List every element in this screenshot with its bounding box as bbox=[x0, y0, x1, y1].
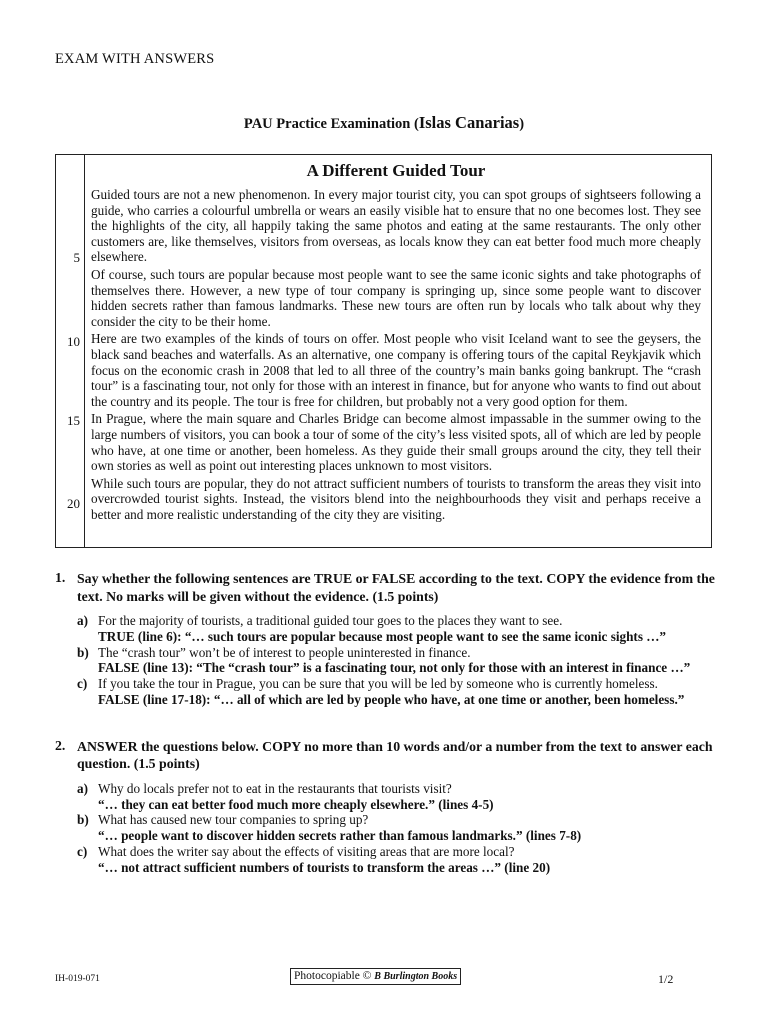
question-number: 1. bbox=[55, 570, 66, 585]
reading-text-box bbox=[55, 154, 712, 548]
question-item bbox=[77, 781, 715, 813]
item-answer: FALSE (line 13): “The “crash tour” is a fascinating tour, not only for those with an interest in finance …” bbox=[98, 660, 691, 676]
item-answer: “… not attract sufficient numbers of tourists to transform the areas …” (line 20) bbox=[98, 859, 551, 875]
item-answer: “… they can eat better food much more cheaply elsewhere.” (lines 4-5) bbox=[98, 796, 494, 812]
item-label: a) bbox=[77, 613, 88, 628]
publisher-logo: B Burlington Books bbox=[374, 971, 458, 982]
item-text: What does the writer say about the effects of visiting areas that are more local? bbox=[98, 843, 515, 859]
question-title: ANSWER the questions below. COPY no more than 10 words and/or a number from the text to answer each question. (1.5 points) bbox=[77, 738, 713, 772]
question-item bbox=[77, 645, 715, 677]
subtitle-close: ) bbox=[519, 116, 525, 132]
article-paragraph: Guided tours are not a new phenomenon. In every major tourist city, you can spot groups of sightseers following a guide, who carries a colourful umbrella or wears an easily visible hat to ensure that no one becomes lost. They see the highlights of the city, all happily taking the same photos and eating at the same restaurants. The only other customers are, like themselves, visitors from overseas, as locals know they can eat better food much more cheaply elsewhere. bbox=[91, 187, 701, 265]
article-title: A Different Guided Tour bbox=[306, 161, 486, 180]
question-items bbox=[77, 613, 715, 708]
subtitle-main: PAU Practice Examination ( bbox=[243, 116, 419, 132]
item-text: What has caused new tour companies to spring up? bbox=[98, 812, 369, 828]
photocopiable-notice bbox=[290, 968, 461, 985]
line-number: 15 bbox=[67, 413, 80, 428]
item-label: c) bbox=[77, 843, 88, 859]
item-label: c) bbox=[77, 676, 88, 692]
document-code: IH-019-071 bbox=[55, 974, 100, 984]
line-number: 20 bbox=[67, 496, 80, 511]
article-paragraph: Of course, such tours are popular because most people want to see the same iconic sights and take photographs of themselves there. However, a new type of tour company is springing up, since some people want to discover hidden secrets rather than famous landmarks. These new tours are often run by locals who talk about why they consider the city to be their home. bbox=[91, 266, 701, 329]
item-answer: FALSE (line 17-18): “… all of which are led by people who have, at one time or another, been homeless.” bbox=[98, 691, 685, 707]
article bbox=[91, 161, 701, 524]
copyright-text: Photocopiable © bbox=[294, 970, 372, 982]
article-paragraph: While such tours are popular, they do not attract sufficient numbers of tourists to transform the areas they visit into overcrowded tourist sights. Instead, the visitors blend into the neighbourhoods they visit and perhaps receive a better and more realistic understanding of the city they are visiting. bbox=[91, 475, 701, 522]
question-2 bbox=[55, 738, 715, 876]
question-item bbox=[77, 613, 715, 645]
question-number: 2. bbox=[55, 737, 66, 753]
question-item bbox=[77, 676, 715, 708]
question-item bbox=[77, 812, 715, 844]
line-number: 10 bbox=[67, 334, 80, 349]
item-text: For the majority of tourists, a traditional guided tour goes to the places they want to see. bbox=[98, 613, 563, 628]
article-paragraph: In Prague, where the main square and Charles Bridge can become almost impassable in the summer owing to the large numbers of visitors, you can book a tour of some of the city’s less visited spots, all of which are led by people who have, at one time or another, been homeless. As they guide their small groups around the city, they tell their own stories as well as point out interesting places unknown to most visitors. bbox=[91, 411, 701, 474]
line-number-gutter bbox=[56, 155, 85, 547]
item-label: b) bbox=[77, 812, 89, 828]
question-items bbox=[77, 781, 715, 876]
questions-section bbox=[55, 570, 715, 876]
exam-header: EXAM WITH ANSWERS bbox=[55, 51, 215, 67]
line-number: 5 bbox=[73, 250, 80, 265]
item-text: The “crash tour” won’t be of interest to people uninterested in finance. bbox=[98, 644, 471, 660]
article-paragraph: Here are two examples of the kinds of tours on offer. Most people who visit Iceland want to see the geysers, the black sand beaches and waterfalls. As an alternative, one company is offering tours of the capital Reykjavik which focus on the economic crash in 2008 that led to all three of the country’s main banks going bankrupt. The “crash tour” is a fascinating tour, not only for those with an interest in finance, but for anyone who wants to find out about the country and its people. The tour is free for children, but probably not a very good option for them. bbox=[91, 331, 701, 409]
item-label: b) bbox=[77, 644, 89, 660]
page-number: 1/2 bbox=[658, 972, 674, 986]
item-answer: “… people want to discover hidden secrets rather than famous landmarks.” (lines 7-8) bbox=[98, 828, 582, 844]
item-text: If you take the tour in Prague, you can be sure that you will be led by someone who is currently homeless. bbox=[98, 676, 658, 692]
question-1 bbox=[55, 570, 715, 708]
question-item bbox=[77, 844, 715, 876]
subtitle-place: Islas Canarias bbox=[418, 113, 520, 132]
item-label: a) bbox=[77, 780, 88, 796]
item-text: Why do locals prefer not to eat in the restaurants that tourists visit? bbox=[98, 780, 452, 796]
page-subtitle bbox=[0, 113, 768, 133]
question-title: Say whether the following sentences are TRUE or FALSE according to the text. COPY the evidence from the text. No marks will be given without the evidence. (1.5 points) bbox=[77, 571, 715, 604]
item-answer: TRUE (line 6): “… such tours are popular because most people want to see the same iconic sights …” bbox=[98, 628, 667, 644]
